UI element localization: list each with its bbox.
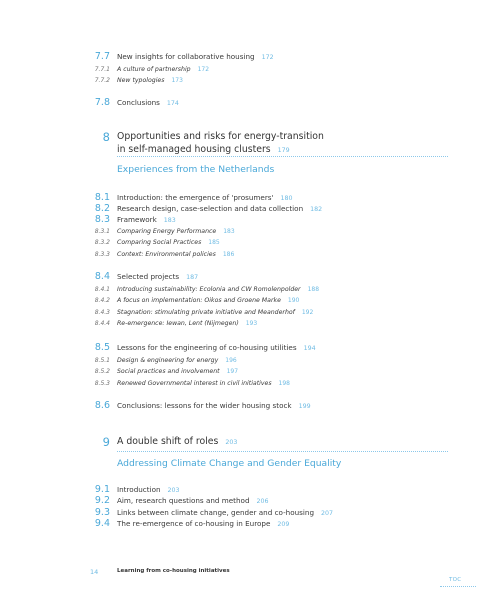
entry-title[interactable]: Social practices and involvement 197 xyxy=(117,368,239,375)
toc-entry[interactable] xyxy=(0,295,486,307)
entry-number: 7.7.1 xyxy=(94,66,110,73)
entry-number: 8.5.2 xyxy=(94,368,110,375)
toc-entry[interactable] xyxy=(0,51,486,63)
entry-number: 8.5 xyxy=(94,342,110,353)
entry-number: 8.4.1 xyxy=(94,286,110,293)
toc-link[interactable]: TOC xyxy=(449,577,462,583)
entry-number: 8.3 xyxy=(94,214,110,225)
entry-page: 183 xyxy=(163,217,176,224)
entry-number: 8.3.3 xyxy=(94,251,110,258)
entry-title[interactable]: Introduction: the emergence of 'prosumers' 180 xyxy=(117,193,293,202)
entry-number: 8.3.1 xyxy=(94,228,110,235)
toc-entry[interactable] xyxy=(0,342,486,354)
entry-title[interactable]: Comparing Energy Performance 183 xyxy=(117,228,235,235)
entry-title[interactable]: Links between climate change, gender and co-housing 207 xyxy=(117,508,334,517)
entry-number: 8.6 xyxy=(94,400,110,411)
entry-title[interactable]: Conclusions: lessons for the wider housing stock 199 xyxy=(117,401,311,410)
chapter-title-line-1: A double shift of roles 203 xyxy=(117,436,238,447)
entry-number: 9.2 xyxy=(94,495,110,506)
toc-entry[interactable] xyxy=(0,378,486,390)
chapter-divider xyxy=(117,451,448,452)
entry-page: 190 xyxy=(287,297,300,304)
toc-entry[interactable] xyxy=(0,97,486,109)
entry-page: 180 xyxy=(280,195,293,202)
entry-title[interactable]: Design & engineering for energy 196 xyxy=(117,357,237,364)
entry-page: 193 xyxy=(245,320,258,327)
entry-page: 196 xyxy=(225,357,237,364)
entry-page: 172 xyxy=(261,54,274,61)
entry-number: 8.4.4 xyxy=(94,320,110,327)
entry-title[interactable]: Lessons for the engineering of co-housing utilities 194 xyxy=(117,343,316,352)
entry-title[interactable]: Context: Environmental policies 186 xyxy=(117,251,235,258)
entry-title[interactable]: Stagnation: stimulating private initiative and Meanderhof 192 xyxy=(117,309,314,316)
entry-number: 8.1 xyxy=(94,192,110,203)
toc-entry[interactable] xyxy=(0,249,486,261)
toc-entry[interactable] xyxy=(0,214,486,226)
toc-entry[interactable] xyxy=(0,318,486,330)
entry-number: 8.2 xyxy=(94,203,110,214)
entry-page: 207 xyxy=(321,510,334,517)
entry-page: 185 xyxy=(208,239,220,246)
toc-entry[interactable] xyxy=(0,237,486,249)
entry-page: 174 xyxy=(166,100,179,107)
entry-title[interactable]: New typologies 173 xyxy=(117,77,183,84)
entry-number: 8.4 xyxy=(94,271,110,282)
entry-title[interactable]: Re-emergence: Iewan, Lent (Nijmegen) 193 xyxy=(117,320,258,327)
entry-page: 197 xyxy=(226,368,239,375)
entry-number: 9.4 xyxy=(94,518,110,529)
chapter-number: 9 xyxy=(102,435,110,449)
entry-title[interactable]: Introduction 203 xyxy=(117,485,180,494)
entry-number: 8.5.3 xyxy=(94,380,110,387)
entry-title[interactable]: New insights for collaborative housing 172 xyxy=(117,52,274,61)
entry-number: 8.4.2 xyxy=(94,297,110,304)
entry-page: 188 xyxy=(307,286,320,293)
chapter-subtitle: Experiences from the Netherlands xyxy=(117,164,275,175)
entry-title[interactable]: Renewed Governmental interest in civil initiatives 198 xyxy=(117,380,290,387)
footer-page-number: 14 xyxy=(90,568,99,576)
toc-entry[interactable] xyxy=(0,518,486,530)
entry-page: 198 xyxy=(278,380,290,387)
toc-entry[interactable] xyxy=(0,366,486,378)
entry-title[interactable]: Framework 183 xyxy=(117,215,176,224)
entry-number: 8.3.2 xyxy=(94,239,110,246)
chapter-number: 8 xyxy=(102,130,110,144)
chapter-heading[interactable] xyxy=(0,130,486,156)
entry-number: 8.5.1 xyxy=(94,357,110,364)
chapter-title-line-2: in self-managed housing clusters 179 xyxy=(117,144,290,155)
chapter-subtitle: Addressing Climate Change and Gender Equality xyxy=(117,458,342,469)
entry-page: 192 xyxy=(301,309,314,316)
chapter-title-line-1: Opportunities and risks for energy-transition xyxy=(117,131,324,142)
toc-entry[interactable] xyxy=(0,75,486,87)
entry-page: 173 xyxy=(171,77,183,84)
entry-title[interactable]: Conclusions 174 xyxy=(117,98,179,107)
entry-title[interactable]: Introducing sustainability: Ecolonia and CW Romolenpolder 188 xyxy=(117,286,320,293)
entry-page: 183 xyxy=(223,228,235,235)
entry-page: 203 xyxy=(167,487,180,494)
entry-title[interactable]: A culture of partnership 172 xyxy=(117,66,210,73)
entry-page: 194 xyxy=(303,345,316,352)
entry-number: 7.7 xyxy=(94,51,110,62)
entry-title[interactable]: Aim, research questions and method 206 xyxy=(117,496,269,505)
entry-page: 209 xyxy=(277,521,290,528)
chapter-heading[interactable] xyxy=(0,435,486,449)
chapter-page: 179 xyxy=(277,147,290,154)
toc-entry[interactable] xyxy=(0,400,486,412)
toc-entry[interactable] xyxy=(0,271,486,283)
entry-title[interactable]: Comparing Social Practices 185 xyxy=(117,239,220,246)
entry-number: 9.3 xyxy=(94,507,110,518)
toc-entry[interactable] xyxy=(0,495,486,507)
chapter-page: 203 xyxy=(225,439,238,446)
entry-title[interactable]: Selected projects 187 xyxy=(117,272,199,281)
chapter-divider xyxy=(117,156,448,157)
entry-page: 182 xyxy=(310,206,323,213)
entry-page: 186 xyxy=(222,251,235,258)
toc-link-underline xyxy=(440,586,476,587)
entry-page: 172 xyxy=(197,66,210,73)
entry-number: 7.8 xyxy=(94,97,110,108)
entry-page: 199 xyxy=(298,403,311,410)
entry-number: 9.1 xyxy=(94,484,110,495)
entry-page: 206 xyxy=(256,498,269,505)
entry-number: 8.4.3 xyxy=(94,309,110,316)
entry-number: 7.7.2 xyxy=(94,77,110,84)
entry-page: 187 xyxy=(186,274,199,281)
entry-title[interactable]: The re-emergence of co-housing in Europe 209 xyxy=(117,519,290,528)
footer-book-title: Learning from co-housing initiatives xyxy=(117,568,230,574)
entry-title[interactable]: Research design, case-selection and data collection 182 xyxy=(117,204,323,213)
entry-title[interactable]: A focus on implementation: Oikos and Groene Marke 190 xyxy=(117,297,300,304)
